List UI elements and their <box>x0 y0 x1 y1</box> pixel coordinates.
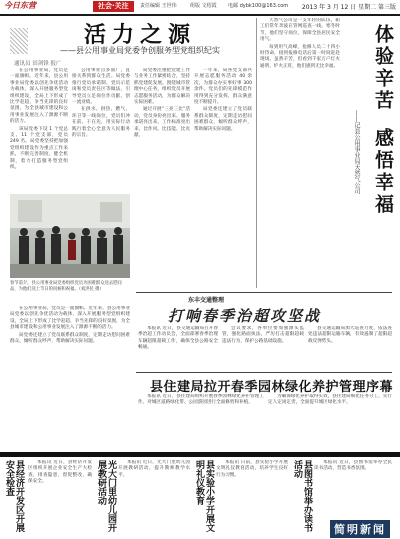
brief-headline-2: 光大门里幼儿园开展教研活动 <box>96 460 116 532</box>
brief-body-2 <box>118 460 190 534</box>
lead-column-4 <box>194 68 252 288</box>
photo-people-illustration <box>10 194 130 278</box>
paragraph: 本报讯 近日，县住建局组织开展春季园林绿化养护管理工作，对城区道路绿化带、公园游园进行全面修剪和补植。 <box>138 394 264 406</box>
paragraph: 县交通运输局加大巡查力度，依法查处违法超限运输车辆，有效遏制了超限超载反弹势头。 <box>308 326 392 344</box>
paragraph: 本报讯 近日，县图书馆举办全民读书活动，营造书香氛围。 <box>314 460 392 472</box>
lead-subheadline: ——县公用事业局党委争创服务型党组织纪实 <box>60 46 220 55</box>
briefs-divider <box>0 452 400 457</box>
spring-column-2 <box>222 326 304 370</box>
brief-headline-4: 县图书馆举办读书活动 <box>292 460 312 532</box>
paragraph: 在公用事业局，党员是一面旗帜。近年来，县公用事业局党委以创先争优活动为载体，深入开展服务型党组织建设，全局上下形成了比学赶超、争当先锋的良好氛围，为全县城市建设和公用事业发展注入了源源不断的活力。 <box>10 306 130 331</box>
contact-email: 电邮 dybk100@163.com <box>228 3 289 9</box>
news-photo <box>10 194 130 278</box>
paragraph: 通过开展“三亮三比”活动，党员身份亮出来、服务承诺亮出来、工作标准亮出来，比作风、比技能、比贡献。 <box>134 107 190 139</box>
column-divider <box>256 18 257 288</box>
paragraph: 局党委还建立了党员联系群众制度，定期走访慰问困难群众，倾听群众呼声，帮助解决实际问题。 <box>10 332 130 345</box>
paragraph: 天然气公司是一支年轻的队伍，职工们常年奔波在管网巡查一线。寒冬时节，他们坚守岗位，保障全县居民安全用气。 <box>260 18 340 43</box>
landscape-headline: 县住建局拉开春季园林绿化养护管理序幕 <box>150 380 394 395</box>
paragraph: 局党委注重把党建工作与业务工作紧密结合，坚持抓党建促发展。围绕城市管理中心任务，组织党员开展志愿服务活动，为群众解决实际困难。 <box>134 68 190 106</box>
lead-column-2 <box>72 68 130 190</box>
lead-headline: 活力之源 <box>83 22 196 48</box>
brief-headline-3: 县实验小学开展文明礼仪教育 <box>194 460 214 532</box>
issue-date: 2013 年 3 月 12 日 星期二 第三版 <box>301 4 396 11</box>
paragraph: 本报讯 近日，光大门里幼儿园开展教研活动，提升教师教学水平。 <box>118 460 190 478</box>
section-rule <box>136 372 392 373</box>
lead-column-3 <box>134 68 190 288</box>
spring-kicker: 东丰交通整理 <box>188 297 225 304</box>
lead-byline: 通讯员 田剑锋 报广 <box>14 61 62 67</box>
briefs-label: 简明新闻 <box>330 520 390 538</box>
feature-subheadline: ——记县公用事业局天然气公司 <box>353 110 360 194</box>
paragraph: 局党委还建立了党员联系群众制度，定期走访慰问困难群众，倾听群众呼声，帮助解决实际问题。 <box>194 107 252 132</box>
spring-headline: 打响春季治超攻坚战 <box>168 307 322 325</box>
section-tag: 社会·关注 <box>93 1 134 12</box>
editor-credit: 责任编辑 王世伟 <box>140 3 177 9</box>
brief-headline-1: 县经济开发区开展安全检查 <box>4 460 24 532</box>
paragraph: 本报讯 近日，县经济开发区组织开展企业安全生产大检查，排查隐患，督促整改，确保安全。 <box>28 460 92 485</box>
paragraph: 本报讯 近日，县交通运输局召开春季治超工作动员会，全面部署春季治理车辆超限超载工作，确保全县公路安全畅通。 <box>138 326 218 351</box>
landscape-column-1 <box>138 394 264 450</box>
paragraph: 会议要求，各单位要加强源头监管，强化路面执法，严厉打击超限超载违法行为，保护公路基础设施。 <box>222 326 304 344</box>
lead-column-1 <box>10 68 68 190</box>
design-credit: 组版 文绍霞 <box>190 3 217 9</box>
lead-continued <box>10 306 130 450</box>
title-ornament <box>10 28 28 54</box>
paragraph: 在供水、供热、燃气、环卫等一线岗位，党员们冲在前、干在先，用实际行动践行着全心全意为人民服务的宗旨。 <box>72 107 130 139</box>
feature-headline-2: 感悟幸福 <box>372 128 394 216</box>
paragraph: 本报讯 日前，县实验小学开展文明礼仪教育活动，培养学生良好行为习惯。 <box>216 460 288 478</box>
photo-caption: 春节前夕，县公用事业局党委组织党员为困难群众送去慰问品，为他们送上节日的问候和祝福。（刘洪民 摄） <box>10 281 122 292</box>
brief-body-4 <box>314 460 392 516</box>
paragraph: 公用事业点多面广，直接关系到群众生活。局党委推行党员承诺制、党员示范岗和党员责任区等做法，引导党员立足岗位作贡献、创一流业绩。 <box>72 68 130 106</box>
paragraph: 为确保绿化养护取得实效，县住建局细化任务分工，实行定人定岗定责，全面提升城区绿化水平。 <box>268 394 392 406</box>
spring-column-1 <box>138 326 218 370</box>
paragraph: 每到用气高峰，抢修人员二十四小时待命，接到报修电话后第一时间赶赴现场。虽然辛苦，但看到千家万户灯火通明、炉火正旺，他们感到无比幸福。 <box>260 44 340 69</box>
newspaper-logo: 今日东营 <box>4 0 36 10</box>
landscape-column-2 <box>268 394 392 450</box>
paragraph: 该局党委下设 1 个党总支、11 个党支部，党员 249 名。局党委坚持把加强党组织建设作为重点工作来抓，不断完善制度、健全机制，着力打造服务型党组织。 <box>10 126 68 171</box>
brief-body-1 <box>28 460 92 534</box>
paragraph: 一年来，局各党支部共开展志愿服务活动 40 余次，为群众办实事好事 300 余件。党员们的先锋模范作用得到充分发挥，群众满意度不断提升。 <box>194 68 252 106</box>
section-rule <box>136 292 392 293</box>
brief-body-3 <box>216 460 288 534</box>
feature-headline-1: 体验辛苦 <box>372 24 394 112</box>
spring-column-3 <box>308 326 392 370</box>
feature-body <box>260 18 340 288</box>
paragraph: 在公用事业局，党员是一面旗帜。近年来，县公用事业局党委以创先争优活动为载体，深入开展服务型党组织建设，全局上下形成了比学赶超、争当先锋的良好氛围，为全县城市建设和公用事业发展注入了源源不断的活力。 <box>10 68 68 125</box>
